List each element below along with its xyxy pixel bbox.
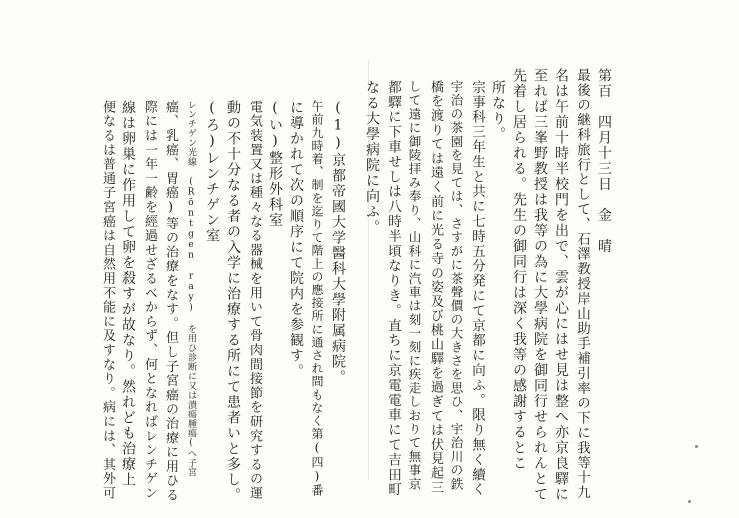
text-column-9: して遠に御陵拝み奉り、山科に汽車は刻一刻に疾走しおりて無事京 xyxy=(407,80,422,491)
text-column-7: 宇治の茶園を見ては、さすがに茶聲價の大きさを思ひ、宇治川の鉄 xyxy=(449,80,464,491)
text-column-1: 最後の継科旅行として、石澤教授岸山助手補引率の下に我等十九 xyxy=(574,68,590,501)
text-column-16: 電気装置又は種々なる器械を用いて骨肉間接節を研究するの運 xyxy=(247,100,262,501)
paper-speck xyxy=(688,500,691,503)
section-heading-orthopedics: (い)整形外科室 xyxy=(267,100,283,228)
text-column-20: 癌、乳癌、胃癌)等の治療をなす。但し子宮癌の治療に用ひる xyxy=(163,100,178,503)
text-column-22: 線は卵巣に作用して卵を殺すが故なり。然れども治療上 xyxy=(120,100,136,488)
text-column-23: 便なるは普通子宮癌は自然用不能に及すなり。病には、其外可 xyxy=(100,100,115,501)
text-column-8: 橋を渡りては遠く前に光る寺の姿及び桃山驛を過ぎては伏見起三 xyxy=(428,80,443,495)
section-heading-hospital: (1)京都帝國大学醫科大學附属病院。 xyxy=(330,100,346,385)
text-column-3: 至れば三峯野教授は我等の為に大學病院を御同行せられんとて xyxy=(532,68,548,502)
text-column-13: 午前九時着、制を迄りて階上の應接所に通され間もなく第(四)番 xyxy=(310,100,324,497)
section-heading-roentgen: (ろ)レンチゲン室 xyxy=(204,100,220,244)
text-column-10: 都驛に下車せしは八時半頃なりき。直ちに京電電車にて吉田町 xyxy=(385,80,401,498)
text-column-14: に導かれて次の順序にて院内を参観す。 xyxy=(288,100,304,379)
text-column-11: なる大學病院に向ふ。 xyxy=(364,80,380,235)
text-column-6: 宗事科三年生と共に七時五分発にて京都に向ふ。限り無く續く xyxy=(469,80,485,498)
paper-speck xyxy=(695,445,698,448)
text-column-4: 先着し居られる。先生の御同行は深く我等の感謝するとこ xyxy=(511,68,527,471)
diary-heading: 第百 四月十三日 金 晴 xyxy=(596,68,612,254)
text-column-5: 所なり。 xyxy=(490,80,506,142)
text-column-21: 際には一年一齢を經過せざるべからず、何となればレンチゲン xyxy=(142,100,157,501)
text-column-17: 動の不十分なる者の入学に治療する所にて患者いと多し。 xyxy=(225,100,241,503)
text-column-19: レンチゲン光線 (Röntgen ray) を用ひ診断に又は潰瘍腫瘍(へ子宮 xyxy=(186,100,196,477)
text-column-2: 名は午前十時半校門を出で、雲が心にはせ見は整へ亦京良驛に xyxy=(553,68,569,502)
